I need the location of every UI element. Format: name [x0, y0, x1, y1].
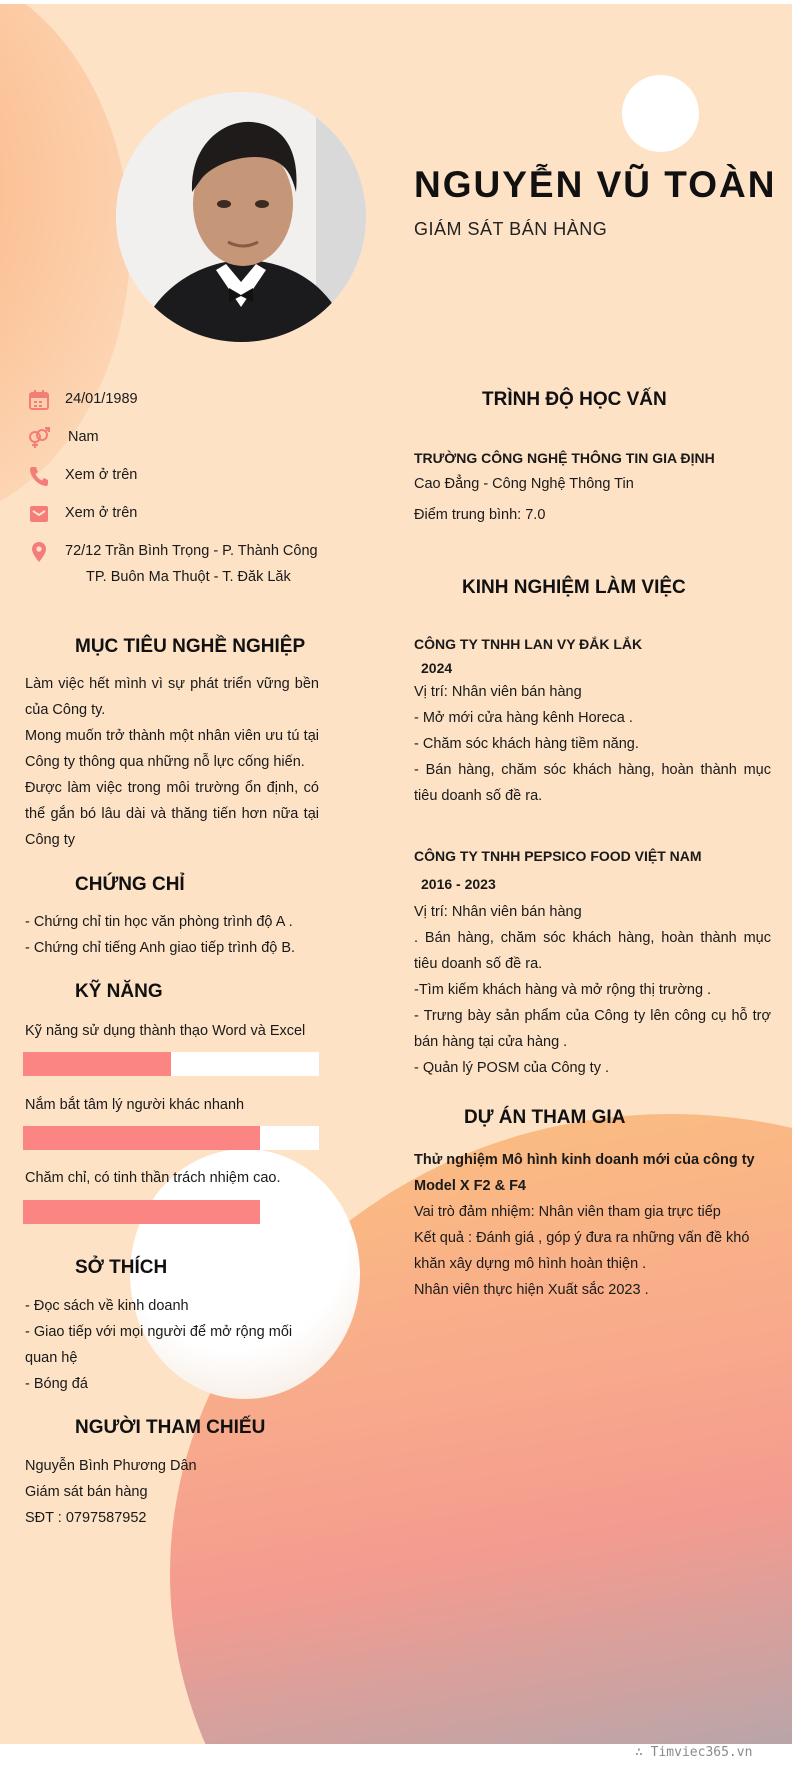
- map-pin-icon: [28, 541, 50, 563]
- job-period: 2024: [421, 660, 453, 676]
- hobby-item: - Giao tiếp với mọi người để mở rộng mối quan hệ: [25, 1324, 293, 1366]
- address-line2: TP. Buôn Ma Thuột - T. Đăk Lăk: [86, 569, 291, 585]
- company-name: CÔNG TY TNHH LAN VY ĐẮK LẮK: [414, 636, 643, 652]
- degree: Cao Đẳng - Công Nghệ Thông Tin: [414, 476, 634, 492]
- hobbies-heading: SỞ THÍCH: [75, 1257, 168, 1278]
- job-line: . Bán hàng, chăm sóc khách hàng, hoàn thành mục tiêu doanh số đề ra.: [414, 930, 771, 972]
- references-list: [25, 1453, 325, 1531]
- gender-value: Nam: [68, 429, 99, 445]
- experience-heading: KINH NGHIỆM LÀM VIỆC: [462, 577, 686, 598]
- phone-value: Xem ở trên: [65, 467, 138, 483]
- skill-name: Kỹ năng sử dụng thành thạo Word và Excel: [25, 1023, 306, 1039]
- envelope-icon: [28, 503, 50, 525]
- job-title: GIÁM SÁT BÁN HÀNG: [414, 219, 608, 239]
- objective-line: Mong muốn trở thành một nhân viên ưu tú tại Công ty thông qua những nỗ lực cống hiến.: [25, 728, 319, 770]
- objective-text: [25, 671, 319, 853]
- gender-icon: [28, 427, 50, 449]
- person-portrait-icon: [116, 92, 366, 342]
- project-title: Thử nghiệm Mô hình kinh doanh mới của công ty Model X F2 & F4: [414, 1152, 755, 1194]
- certificate-item: - Chứng chỉ tiếng Anh giao tiếp trình độ B.: [25, 940, 296, 956]
- projects-heading: DỰ ÁN THAM GIA: [464, 1107, 626, 1128]
- references-heading: NGƯỜI THAM CHIẾU: [75, 1417, 266, 1438]
- certificates-list: [25, 909, 325, 961]
- reference-line: Giám sát bán hàng: [25, 1484, 148, 1500]
- decor-circle: [622, 75, 699, 152]
- job-line: - Bán hàng, chăm sóc khách hàng, hoàn thành mục tiêu doanh số đề ra.: [414, 762, 771, 804]
- job-line: -Tìm kiếm khách hàng và mở rộng thị trường .: [414, 982, 712, 998]
- calendar-icon: [28, 389, 50, 411]
- experience-job: [414, 843, 771, 1081]
- school-name: TRƯỜNG CÔNG NGHỆ THÔNG TIN GIA ĐỊNH: [414, 450, 715, 466]
- job-period: 2016 - 2023: [421, 876, 496, 892]
- project-line: Vai trò đảm nhiệm: Nhân viên tham gia trực tiếp: [414, 1204, 721, 1220]
- skill-name: Nắm bắt tâm lý người khác nhanh: [25, 1097, 245, 1113]
- email-value: Xem ở trên: [65, 505, 138, 521]
- reference-line: SĐT : 0797587952: [25, 1510, 147, 1526]
- project-block: [414, 1147, 771, 1303]
- skill-bar: [23, 1052, 319, 1076]
- job-line: - Trưng bày sản phẩm của Công ty lên công cụ hỗ trợ bán hàng tại cửa hàng .: [414, 1008, 771, 1050]
- candidate-name: NGUYỄN VŨ TOÀN: [414, 164, 777, 205]
- hobby-item: - Bóng đá: [25, 1376, 88, 1392]
- address-line1: 72/12 Trần Bình Trọng - P. Thành Công: [65, 543, 318, 559]
- hobbies-list: [25, 1293, 319, 1397]
- job-line: - Quản lý POSM của Công ty .: [414, 1060, 610, 1076]
- watermark: ∴ Timviec365.vn: [635, 1745, 753, 1760]
- gpa: Điểm trung bình: 7.0: [414, 507, 546, 523]
- skill-bar: [23, 1126, 319, 1150]
- education-block: [414, 445, 774, 528]
- skill-bar-fill: [23, 1126, 260, 1150]
- objective-heading: MỤC TIÊU NGHỀ NGHIỆP: [75, 636, 306, 657]
- job-line: - Chăm sóc khách hàng tiềm năng.: [414, 736, 639, 752]
- project-line: Kết quả : Đánh giá , góp ý đưa ra những vấn đề khó khăn xây dựng mô hình hoàn thiện .: [414, 1230, 750, 1272]
- phone-icon: [28, 465, 50, 487]
- certificate-item: - Chứng chỉ tin học văn phòng trình độ A .: [25, 914, 293, 930]
- company-name: CÔNG TY TNHH PEPSICO FOOD VIỆT NAM: [414, 848, 702, 864]
- reference-line: Nguyễn Bình Phương Dân: [25, 1458, 197, 1474]
- objective-line: Làm việc hết mình vì sự phát triển vững bền của Công ty.: [25, 676, 319, 718]
- birthday-value: 24/01/1989: [65, 391, 138, 407]
- profile-photo: [116, 92, 366, 342]
- job-line: Vị trí: Nhân viên bán hàng: [414, 684, 582, 700]
- hobby-item: - Đọc sách về kinh doanh: [25, 1298, 189, 1314]
- experience-job: [414, 631, 771, 809]
- education-heading: TRÌNH ĐỘ HỌC VẤN: [482, 389, 667, 410]
- skill-bar-fill: [23, 1200, 260, 1224]
- certificates-heading: CHỨNG CHỈ: [75, 874, 185, 895]
- skill-name: Chăm chỉ, có tinh thần trách nhiệm cao.: [25, 1170, 281, 1186]
- skill-bar-fill: [23, 1052, 171, 1076]
- job-line: Vị trí: Nhân viên bán hàng: [414, 904, 582, 920]
- skill-bar: [23, 1200, 319, 1224]
- objective-line: Được làm việc trong môi trường ổn định, có thể gắn bó lâu dài và thăng tiến hơn nữa tại Công ty: [25, 780, 319, 848]
- skills-heading: KỸ NĂNG: [75, 981, 163, 1002]
- cv-page: [0, 4, 792, 1744]
- job-line: - Mở mới cửa hàng kênh Horeca .: [414, 710, 633, 726]
- decor-blob-left: [0, 4, 130, 524]
- project-line: Nhân viên thực hiện Xuất sắc 2023 .: [414, 1282, 649, 1298]
